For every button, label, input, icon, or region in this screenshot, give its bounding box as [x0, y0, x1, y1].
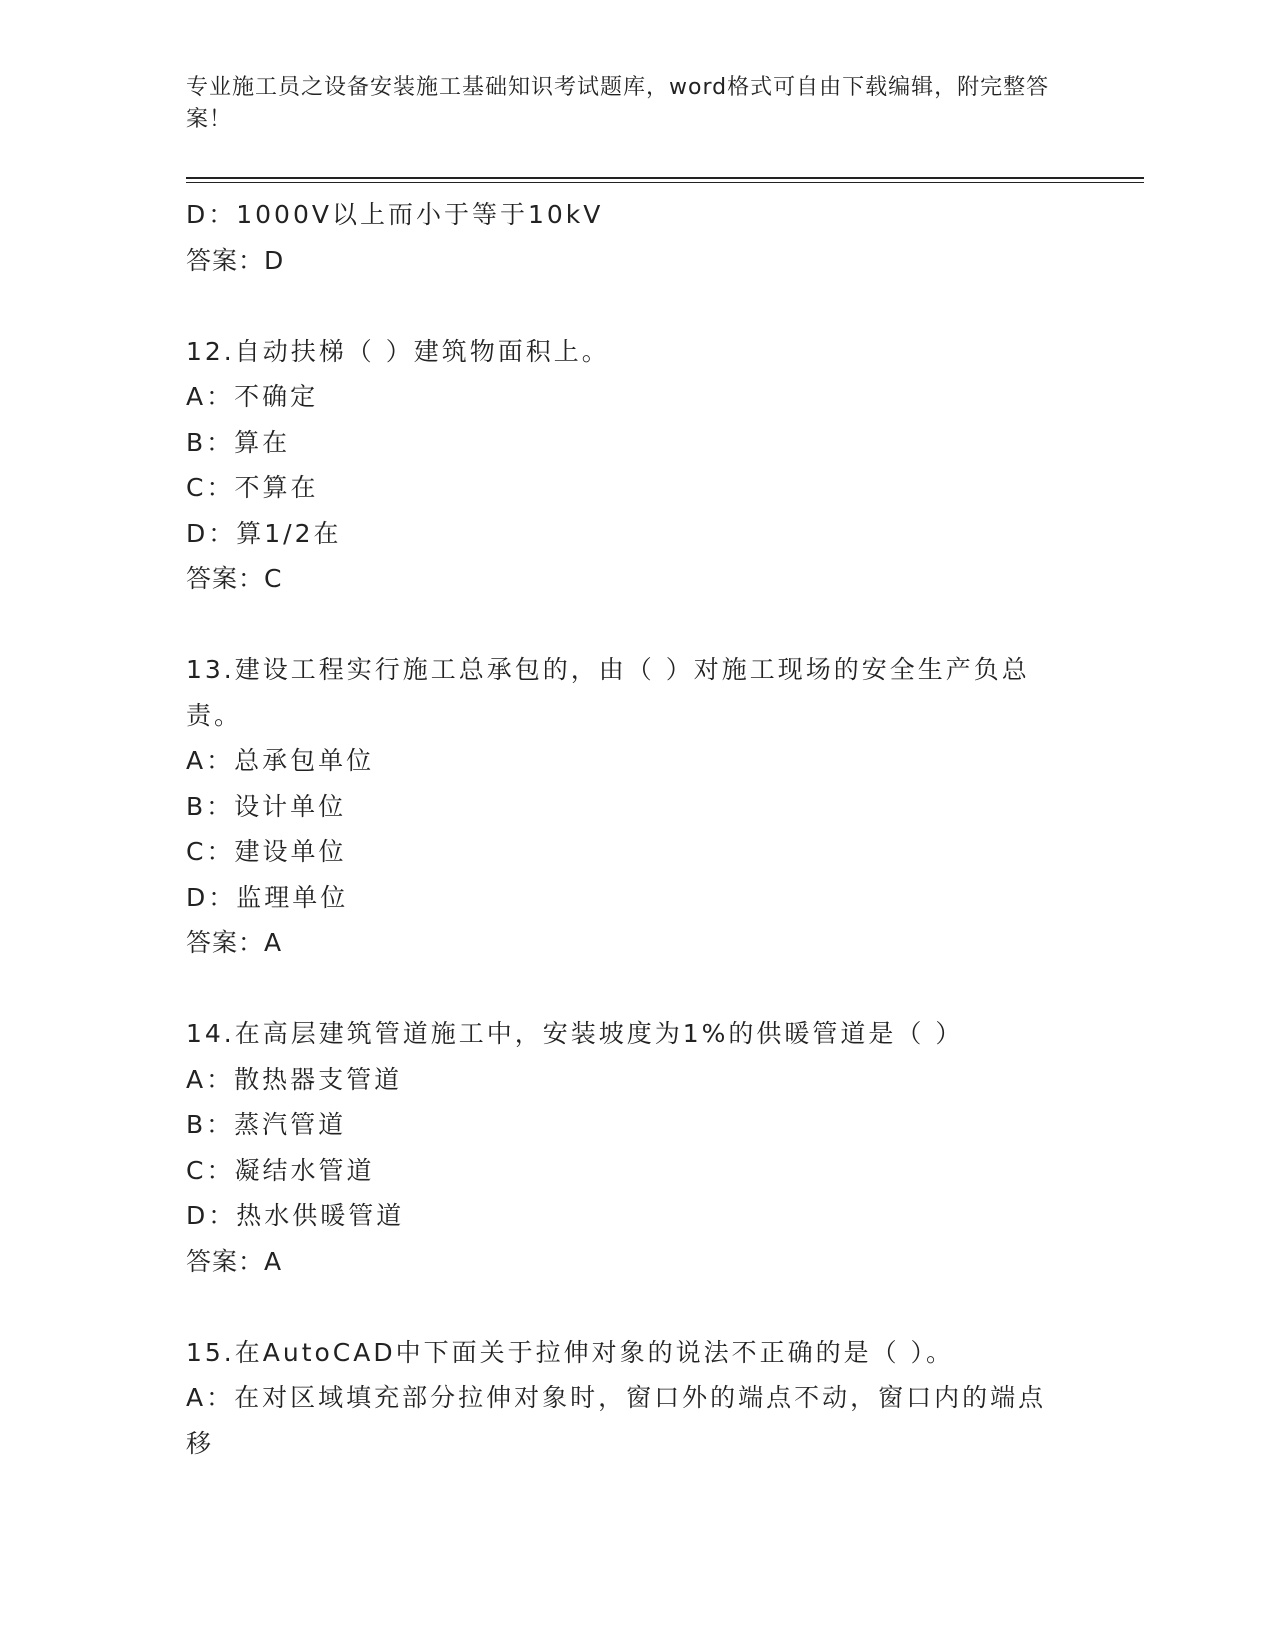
prev-answer: 答案：D	[186, 245, 285, 275]
question-list	[186, 192, 1086, 1466]
q14-option-d: D：热水供暖管道	[186, 1201, 405, 1230]
q12-option-a: A：不确定	[186, 382, 319, 411]
q12-answer: 答案：C	[186, 564, 283, 593]
q15-stem: 15.在AutoCAD中下面关于拉伸对象的说法不正确的是（ ）。	[186, 1337, 955, 1367]
q13-answer: 答案：A	[186, 928, 283, 957]
q14-answer: 答案：A	[186, 1246, 283, 1276]
q14-option-a: A：散热器支管道	[186, 1064, 403, 1094]
q12-option-b: B：算在	[186, 427, 291, 457]
q13-option-a: A：总承包单位	[186, 746, 375, 775]
q13-option-c: C：建设单位	[186, 837, 347, 866]
q12-option-c: C：不算在	[186, 473, 319, 502]
q14-option-c: C：凝结水管道	[186, 1155, 375, 1185]
q12-stem: 12.自动扶梯（ ）建筑物面积上。	[186, 336, 610, 366]
q13-option-b: B：设计单位	[186, 791, 347, 821]
q14-option-b: B：蒸汽管道	[186, 1110, 347, 1139]
header-divider-thin	[186, 182, 1144, 183]
q13-stem-line1: 13.建设工程实行施工总承包的，由（ ）对施工现场的安全生产负总	[186, 655, 1030, 684]
q13-option-d: D：监理单位	[186, 882, 349, 912]
q14-stem: 14.在高层建筑管道施工中，安装坡度为1%的供暖管道是（ ）	[186, 1019, 964, 1048]
q15-option-a-line1: A：在对区域填充部分拉伸对象时，窗口外的端点不动，窗口内的端点	[186, 1383, 1047, 1412]
prev-option-d: D：1000V以上而小于等于10kV	[186, 200, 604, 229]
q12-option-d: D：算1/2在	[186, 518, 342, 548]
document-header: 专业施工员之设备安装施工基础知识考试题库，word格式可自由下载编辑，附完整答案！	[186, 75, 1050, 132]
q13-stem-line2: 责。	[186, 700, 243, 730]
q15-option-a-line2: 移	[186, 1428, 215, 1458]
header-divider-thick	[186, 177, 1144, 179]
